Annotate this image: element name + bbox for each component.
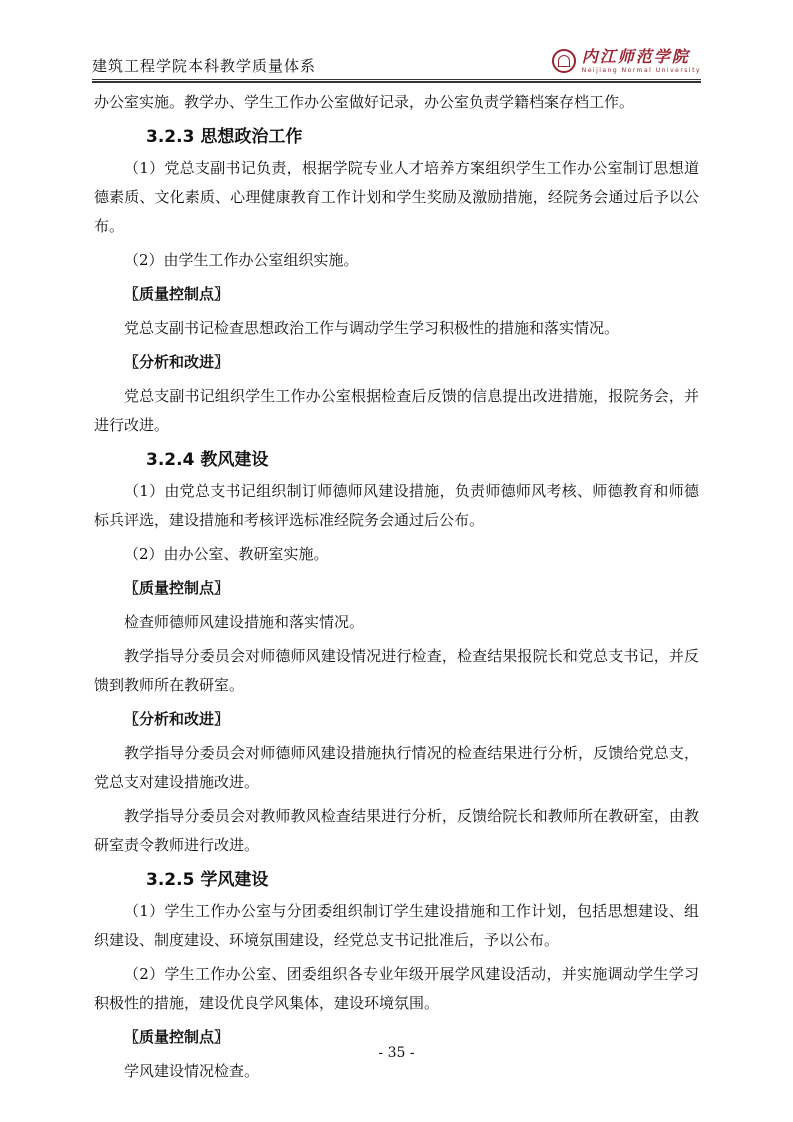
page-body	[94, 88, 699, 1091]
body-paragraph: 学风建设情况检查。	[124, 1062, 260, 1080]
logo-chinese-name: 内江师范学院	[581, 46, 690, 66]
subsection-label: 〖分析和改进〗	[124, 710, 230, 728]
university-logo	[552, 44, 701, 78]
body-paragraph: （1）学生工作办公室与分团委组织制订学生建设措施和工作计划，包括思想建设、组织建设、制度建设、环境氛围建设，经党总支书记批准后，予以公布。	[94, 902, 699, 949]
subsection-label: 〖质量控制点〗	[124, 1028, 230, 1046]
body-paragraph: 党总支副书记检查思想政治工作与调动学生学习积极性的措施和落实情况。	[124, 319, 620, 337]
body-paragraph: （2）学生工作办公室、团委组织各专业年级开展学风建设活动，并实施调动学生学习积极性的措施，建设优良学风集体，建设环境氛围。	[94, 965, 699, 1012]
subsection-label: 〖分析和改进〗	[124, 353, 230, 371]
university-seal-icon	[552, 49, 576, 73]
body-paragraph: 教学指导分委员会对师德师风建设情况进行检查，检查结果报院长和党总支书记，并反馈到教师所在教研室。	[94, 647, 699, 694]
subsection-label: 〖质量控制点〗	[124, 579, 230, 597]
page-number: - 35 -	[378, 1045, 415, 1061]
body-paragraph: 检查师德师风建设措施和落实情况。	[124, 613, 365, 631]
section-heading: 3.2.3 思想政治工作	[146, 127, 303, 147]
header-rule-thin	[92, 79, 701, 80]
header-title: 建筑工程学院本科教学质量体系	[92, 57, 317, 75]
page-header	[92, 40, 701, 80]
body-paragraph: （2）由办公室、教研室实施。	[124, 545, 329, 563]
section-heading: 3.2.5 学风建设	[146, 870, 269, 890]
body-paragraph: 教学指导分委员会对教师教风检查结果进行分析，反馈给院长和教师所在教研室，由教研室责令教师进行改进。	[94, 807, 699, 854]
body-paragraph: （2）由学生工作办公室组织实施。	[124, 251, 359, 269]
header-rule-thick	[92, 81, 701, 83]
body-paragraph: （1）由党总支书记组织制订师德师风建设措施，负责师德师风考核、师德教育和师德标兵评选，建设措施和考核评选标准经院务会通过后公布。	[94, 482, 699, 529]
body-paragraph: 办公室实施。教学办、学生工作办公室做好记录，办公室负责学籍档案存档工作。	[94, 93, 635, 111]
body-paragraph: 教学指导分委员会对师德师风建设措施执行情况的检查结果进行分析，反馈给党总支，党总支对建设措施改进。	[94, 744, 699, 791]
body-paragraph: 党总支副书记组织学生工作办公室根据检查后反馈的信息提出改进措施，报院务会，并进行改进。	[94, 387, 699, 434]
section-heading: 3.2.4 教风建设	[146, 450, 269, 470]
logo-english-name: Neijiang Normal University	[581, 66, 701, 74]
body-paragraph: （1）党总支副书记负责，根据学院专业人才培养方案组织学生工作办公室制订思想道德素质、文化素质、心理健康教育工作计划和学生奖励及激励措施，经院务会通过后予以公布。	[94, 159, 699, 235]
subsection-label: 〖质量控制点〗	[124, 285, 230, 303]
